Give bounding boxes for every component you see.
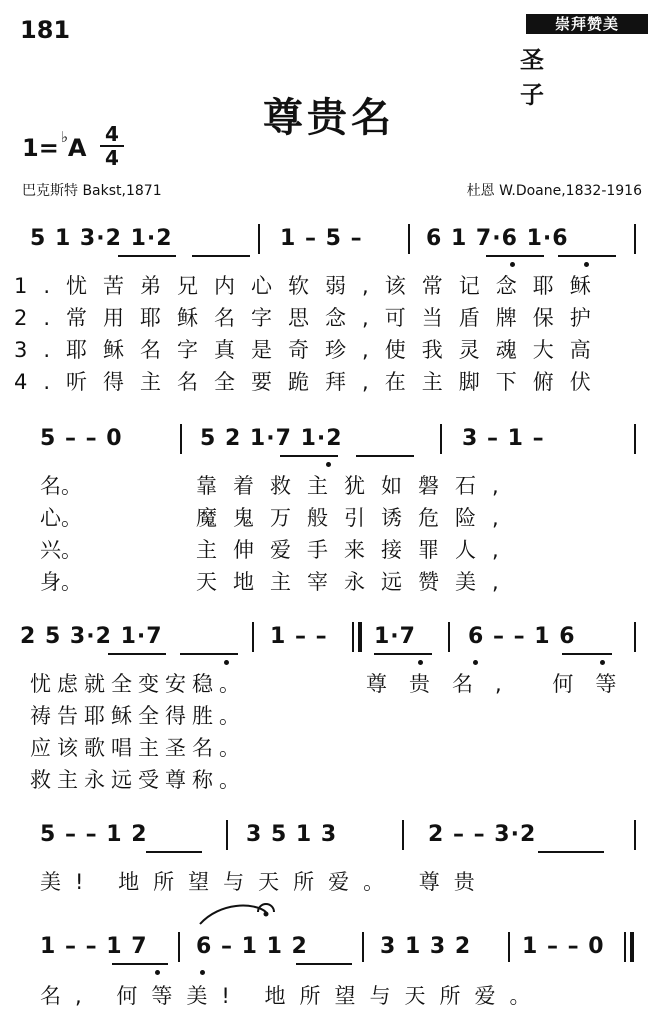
lyric-verse-2-line3: 祷告耶稣全得胜。 — [30, 704, 246, 728]
low-octave-dot — [224, 660, 229, 665]
beam — [296, 963, 352, 965]
measure-7: 2 5 3·2 1·7 — [20, 624, 163, 649]
final-barline — [624, 932, 626, 962]
low-octave-dot — [418, 660, 423, 665]
refrain-lyric-line5: 名, 何等美! 地所望与天所爱。 — [40, 984, 545, 1008]
beam — [486, 255, 544, 257]
beam — [118, 255, 176, 257]
lyric-verse-1-line3: 忧虑就全变安稳。 — [30, 672, 246, 696]
slur — [196, 898, 286, 928]
beam — [374, 653, 432, 655]
repeat-barline-thick — [358, 622, 362, 652]
measure-16: 3 1 3 2 — [380, 934, 472, 959]
lyric-verse-3: 3.耶稣名字真是奇珍,使我灵魂大高 — [14, 338, 607, 362]
low-octave-dot — [584, 262, 589, 267]
low-octave-dot — [326, 462, 331, 467]
low-octave-dot — [473, 660, 478, 665]
barline — [448, 622, 450, 652]
measure-9: 1·7 — [374, 624, 416, 649]
low-octave-dot — [155, 970, 160, 975]
barline — [178, 932, 180, 962]
measure-8: 1 – – — [270, 624, 328, 649]
lyric-verse-1-cont: 靠着救主犹如磐石, — [196, 474, 515, 498]
barline — [252, 622, 254, 652]
measure-13: 2 – – 3·2 — [428, 822, 537, 847]
measure-17: 1 – – 0 — [522, 934, 605, 959]
measure-15: 6 – 1 1 2 — [196, 934, 308, 959]
barline — [634, 224, 636, 254]
barline — [258, 224, 260, 254]
beam — [108, 653, 166, 655]
barline — [634, 424, 636, 454]
measure-11: 5 – – 1 2 — [40, 822, 148, 847]
barline — [180, 424, 182, 454]
subsection-tag: 圣 子 — [520, 46, 578, 109]
lyric-verse-3-line3: 应该歌唱主圣名。 — [30, 736, 246, 760]
measure-10: 6 – – 1 6 — [468, 624, 576, 649]
beam — [558, 255, 616, 257]
section-tag: 崇拜赞美 — [526, 14, 648, 34]
measure-2: 1 – 5 – — [280, 226, 363, 251]
page-number: 181 — [20, 16, 71, 44]
barline — [408, 224, 410, 254]
beam — [146, 851, 202, 853]
measure-6: 3 – 1 – — [462, 426, 545, 451]
lyric-verse-4-cont: 天地主宰永远赞美, — [196, 570, 515, 594]
measure-1: 5 1 3·2 1·2 — [30, 226, 173, 251]
lyric-verse-4: 4.听得主名全要跪拜,在主脚下俯伏 — [14, 370, 607, 394]
low-octave-dot — [510, 262, 515, 267]
beam — [180, 653, 238, 655]
refrain-lyric-line4: 美! 地所望与天所爱。 尊贵 — [40, 870, 489, 894]
lyric-verse-4-line3: 救主永远受尊称。 — [30, 768, 246, 792]
final-barline-thick — [630, 932, 634, 962]
lyric-verse-1-end: 名。 — [40, 474, 82, 498]
measure-12: 3 5 1 3 — [246, 822, 338, 847]
flat-symbol: ♭ — [60, 128, 68, 146]
beam — [562, 653, 612, 655]
lyric-verse-1: 1.忧苦弟兄内心软弱,该常记念耶稣 — [14, 274, 607, 298]
beam — [356, 455, 414, 457]
composer-credit: 杜恩 W.Doane,1832-1916 — [466, 183, 642, 199]
beam — [538, 851, 604, 853]
low-octave-dot — [600, 660, 605, 665]
lyric-verse-4-end: 身。 — [40, 570, 82, 594]
lyric-verse-2-end: 心。 — [40, 506, 82, 530]
hymn-title: 尊贵名 — [263, 95, 395, 141]
barline — [226, 820, 228, 850]
measure-3: 6 1 7·6 1·6 — [426, 226, 569, 251]
beam — [280, 455, 338, 457]
barline — [362, 932, 364, 962]
lyric-verse-2-cont: 魔鬼万般引诱危险, — [196, 506, 515, 530]
lyric-verse-2: 2.常用耶稣名字思念,可当盾牌保护 — [14, 306, 607, 330]
lyric-verse-3-end: 兴。 — [40, 538, 82, 562]
key-signature: 1= ♭A — [22, 128, 87, 162]
barline — [634, 820, 636, 850]
barline — [402, 820, 404, 850]
measure-14: 1 – – 1 7 — [40, 934, 148, 959]
beam — [192, 255, 250, 257]
barline — [634, 622, 636, 652]
beam — [112, 963, 168, 965]
refrain-lyric: 尊贵名, 何等 — [366, 672, 639, 696]
time-signature: 4 4 — [100, 124, 124, 168]
low-octave-dot — [200, 970, 205, 975]
measure-5: 5 2 1·7 1·2 — [200, 426, 343, 451]
lyric-verse-3-cont: 主伸爱手来接罪人, — [196, 538, 515, 562]
repeat-barline — [352, 622, 354, 652]
measure-4: 5 – – 0 — [40, 426, 123, 451]
barline — [440, 424, 442, 454]
lyricist-credit: 巴克斯特 Bakst,1871 — [22, 183, 162, 199]
barline — [508, 932, 510, 962]
